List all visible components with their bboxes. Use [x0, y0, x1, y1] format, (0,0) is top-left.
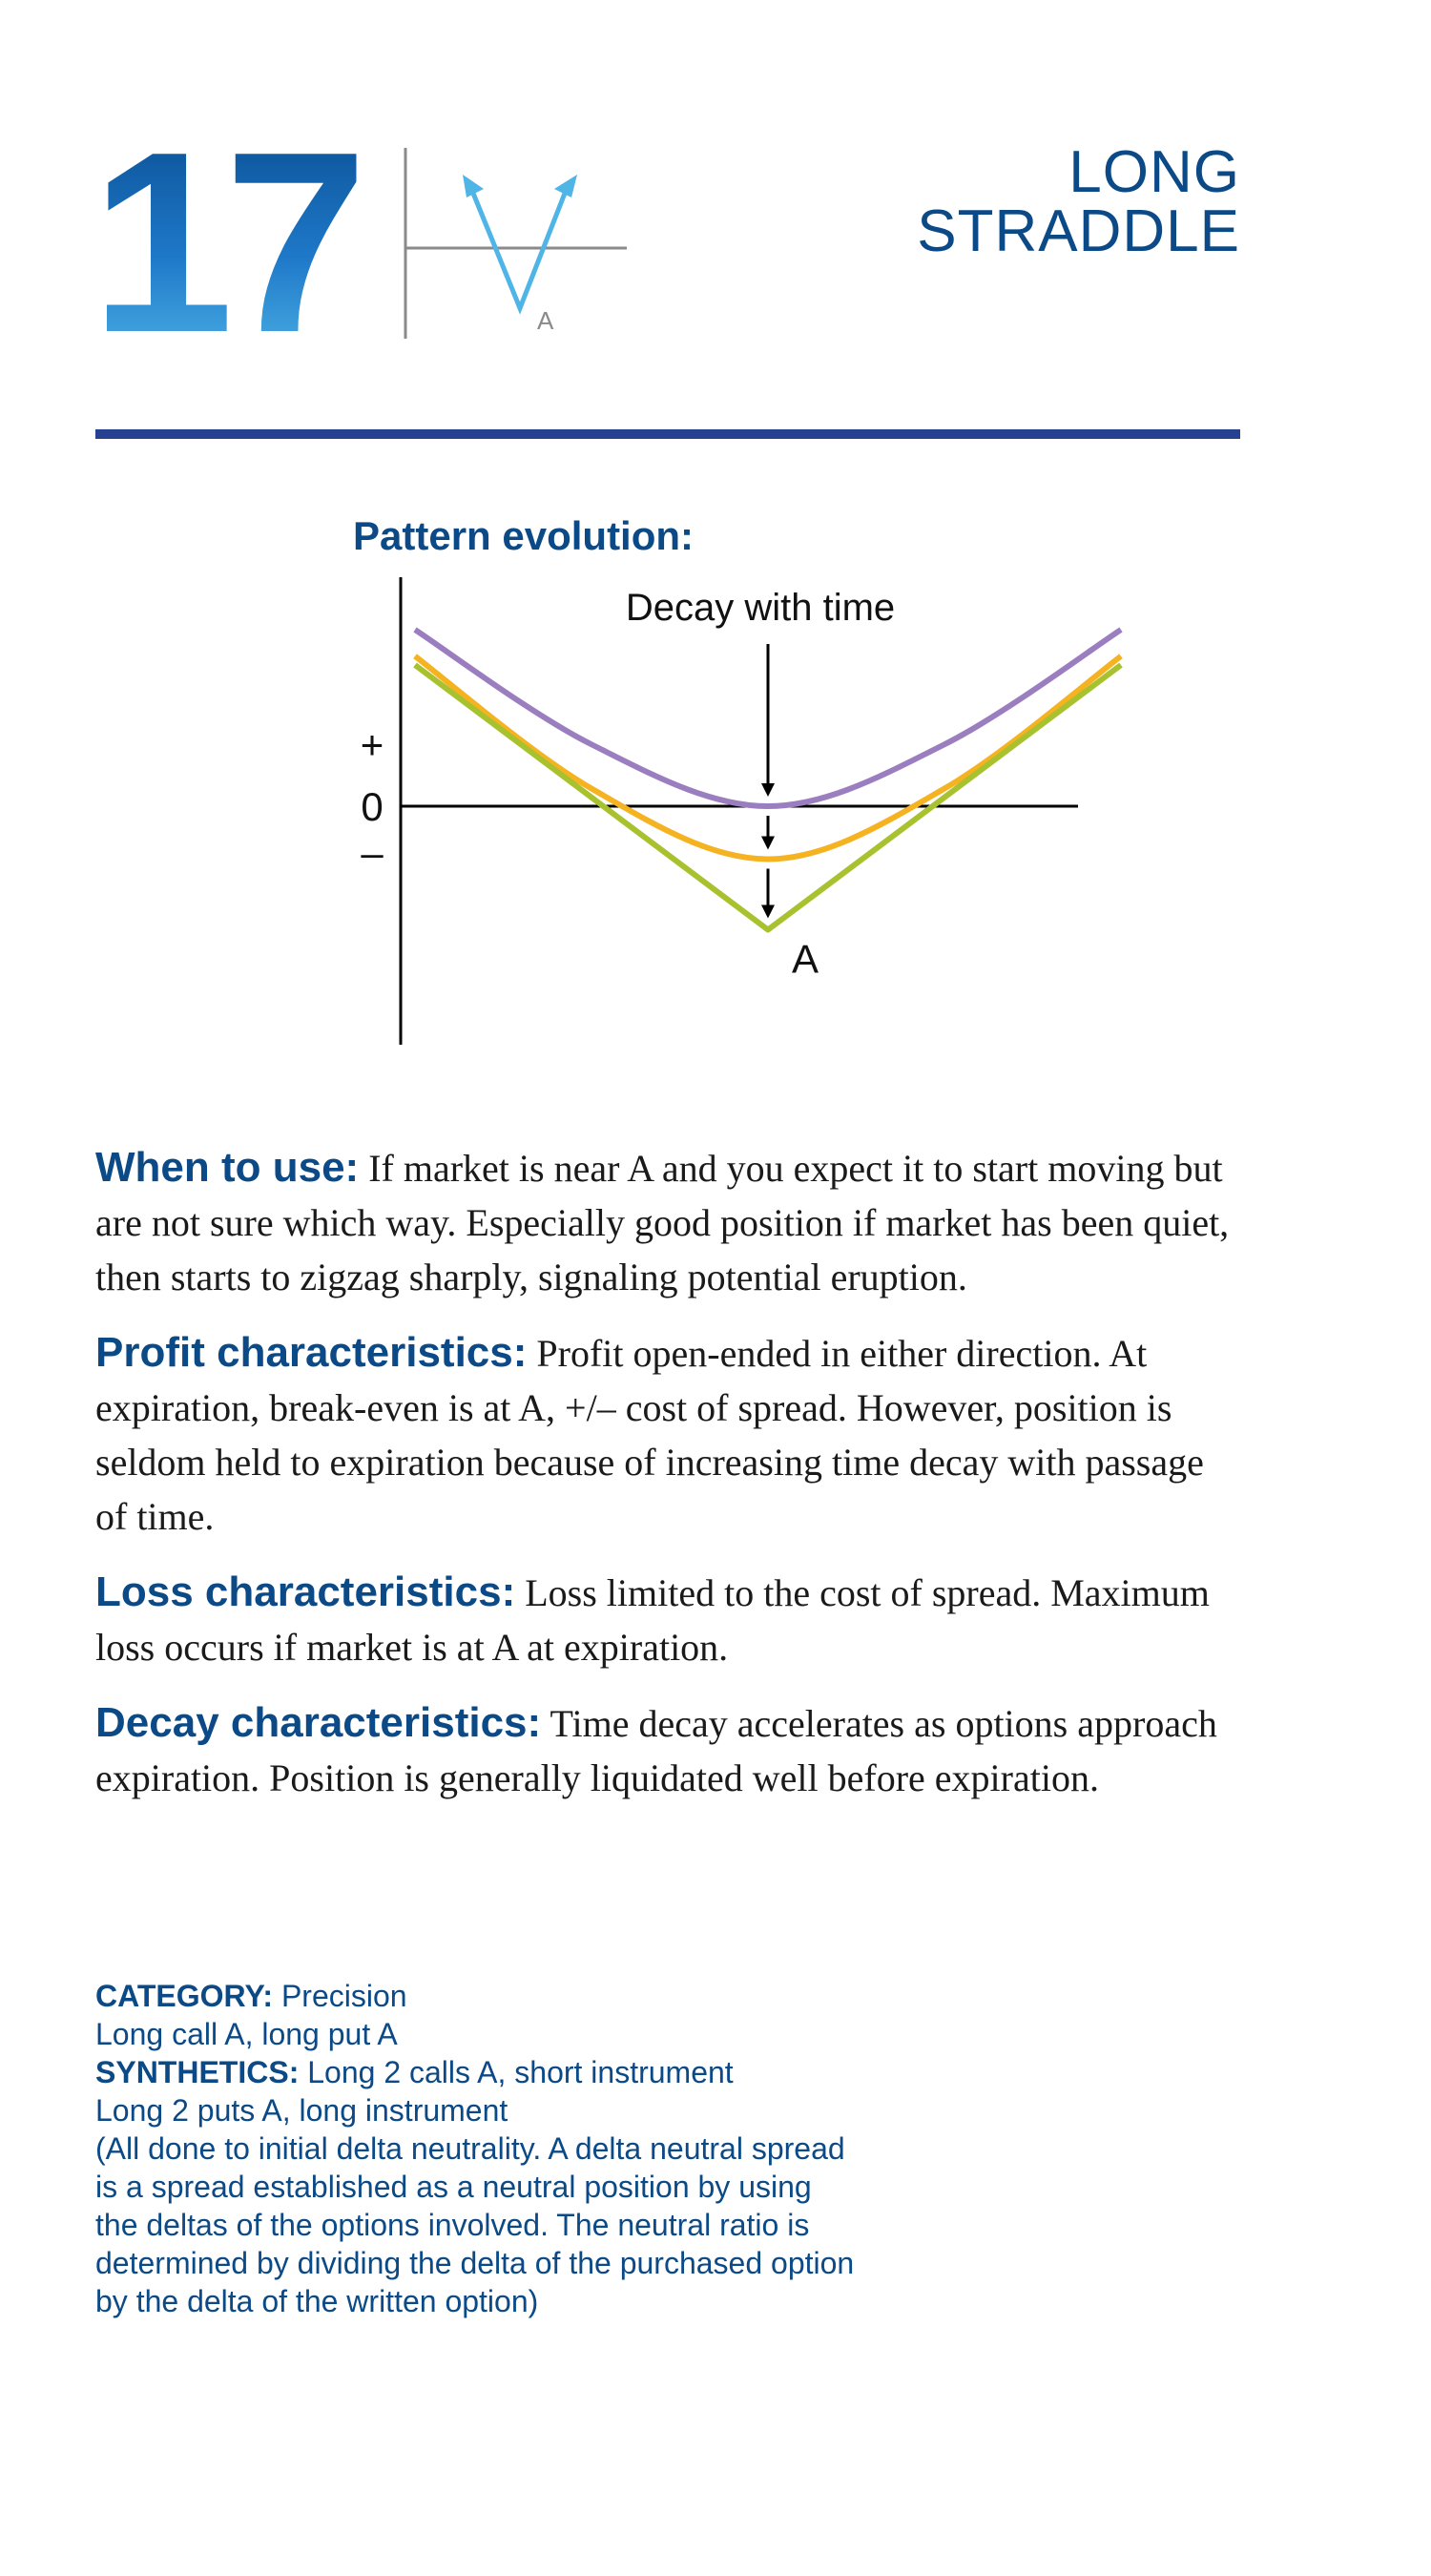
note-line: the deltas of the options involved. The neutral ratio is: [95, 2208, 810, 2242]
section-text: Time decay accelerates as options approach expiration. Position is generally liquidated well before expiration.: [95, 1702, 1217, 1799]
chart-title: Pattern evolution:: [353, 513, 695, 558]
section-text: Profit open-ended in either direction. At expiration, break-even is at A, +/– cost of spread. However, position is seldom held to expiration because of increasing time decay with passage of time.: [95, 1332, 1204, 1538]
section-when-to-use: [95, 1140, 1240, 1304]
note-line: by the delta of the written option): [95, 2284, 539, 2318]
header-divider: [95, 429, 1240, 439]
y-tick-plus: +: [360, 722, 384, 767]
note-line: is a spread established as a neutral position by using: [95, 2170, 812, 2204]
category-line: [95, 1977, 1049, 2015]
pattern-evolution-chart: [343, 563, 1107, 1059]
title-line-2: STRADDLE: [917, 198, 1240, 264]
section-text: Loss limited to the cost of spread. Maximum loss occurs if market is at A at expiration.: [95, 1571, 1210, 1669]
section-profit: [95, 1325, 1240, 1544]
strike-label: A: [792, 936, 819, 982]
strategy-title: [917, 139, 1240, 264]
y-tick-zero: 0: [361, 784, 384, 829]
section-heading: Profit characteristics:: [95, 1329, 528, 1376]
footer-info: [95, 1977, 1049, 2320]
synthetics-label: SYNTHETICS:: [95, 2055, 300, 2089]
decay-arrow-head: [761, 837, 775, 850]
note-line: (All done to initial delta neutrality. A delta neutral spread: [95, 2131, 845, 2166]
section-decay: [95, 1695, 1240, 1805]
section-loss: [95, 1565, 1240, 1674]
long-straddle-payoff-icon: [396, 148, 634, 343]
section-heading: Decay characteristics:: [95, 1699, 542, 1746]
description-body: [95, 1140, 1240, 1826]
icon-label: A: [537, 306, 554, 335]
section-text: If market is near A and you expect it to start moving but are not sure which way. Especially good position if market has been quiet, then starts to zigzag sharply, signaling potential eruption.: [95, 1147, 1230, 1298]
title-line-1: LONG: [1068, 139, 1240, 205]
note-line: determined by dividing the delta of the purchased option: [95, 2246, 855, 2280]
synthetics-line: [95, 2053, 1049, 2091]
category-label: CATEGORY:: [95, 1979, 274, 2013]
icon-arrow-right: [554, 175, 577, 197]
section-heading: When to use:: [95, 1144, 360, 1191]
synthetics-line-2: Long 2 puts A, long instrument: [95, 2093, 508, 2128]
icon-arrow-left: [463, 175, 484, 197]
decay-arrow-head: [761, 783, 775, 797]
category-value: Precision: [273, 1979, 407, 2013]
y-tick-minus: –: [361, 830, 384, 875]
construction-line: Long call A, long put A: [95, 2017, 398, 2051]
decay-arrow-head: [761, 905, 775, 919]
strategy-number: 17: [91, 99, 359, 386]
section-heading: Loss characteristics:: [95, 1568, 516, 1615]
decay-annotation: Decay with time: [625, 587, 896, 629]
synthetics-value: Long 2 calls A, short instrument: [299, 2055, 734, 2089]
